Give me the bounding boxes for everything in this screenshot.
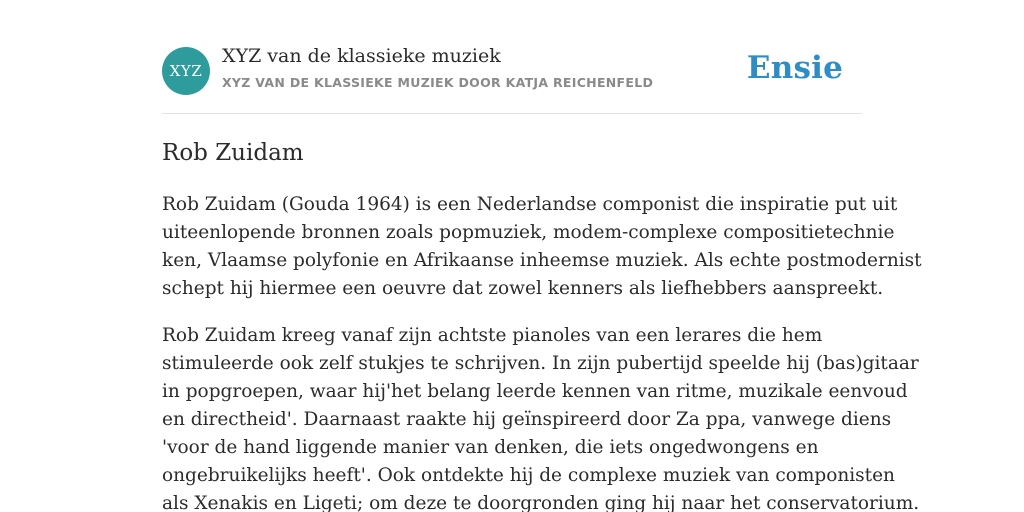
paragraph-line: Rob Zuidam (Gouda 1964) is een Nederlandse componist die inspiratie put uit bbox=[162, 194, 898, 215]
paragraph-line: Rob Zuidam kreeg vanaf zijn achtste pianoles van een lerares die hem bbox=[162, 325, 823, 346]
paragraph-line: en directheid'. Daarnaast raakte hij geïnspireerd door Za ppa, vanwege diens bbox=[162, 409, 892, 430]
paragraph-line: 'voor de hand liggende manier van denken, die iets ongedwongens en bbox=[162, 437, 819, 458]
site-title[interactable]: XYZ van de klassieke muziek bbox=[222, 45, 501, 67]
paragraph-line: schept hij hiermee een oeuvre dat zowel kenners als liefhebbers aanspreekt. bbox=[162, 278, 884, 299]
paragraph-line: ongebruikelijks heeft'. Ook ontdekte hij de complexe muziek van componisten bbox=[162, 465, 895, 486]
paragraph-line: stimuleerde ook zelf stukjes te schrijven. In zijn pubertijd speelde hij (bas)gitaar bbox=[162, 353, 919, 374]
article-title: Rob Zuidam bbox=[162, 140, 304, 166]
article-paragraph bbox=[162, 322, 920, 512]
site-header bbox=[162, 0, 862, 114]
paragraph-line: in popgroepen, waar hij'het belang leerde kennen van ritme, muzikale eenvoud bbox=[162, 381, 908, 402]
article bbox=[162, 137, 922, 512]
site-subtitle[interactable]: XYZ VAN DE KLASSIEKE MUZIEK DOOR KATJA REICHENFELD bbox=[222, 75, 654, 90]
brand-logo[interactable]: Ensie bbox=[746, 50, 843, 86]
paragraph-line: als Xenakis en Ligeti; om deze te doorgronden ging hij naar het conservatorium. bbox=[162, 493, 920, 512]
avatar[interactable]: XYZ bbox=[162, 47, 210, 95]
paragraph-line: uiteenlopende bronnen zoals popmuziek, modem-complexe compositietechnie bbox=[162, 222, 895, 243]
article-paragraph bbox=[162, 191, 922, 303]
paragraph-line: ken, Vlaamse polyfonie en Afrikaanse inheemse muziek. Als echte postmodernist bbox=[162, 250, 922, 271]
